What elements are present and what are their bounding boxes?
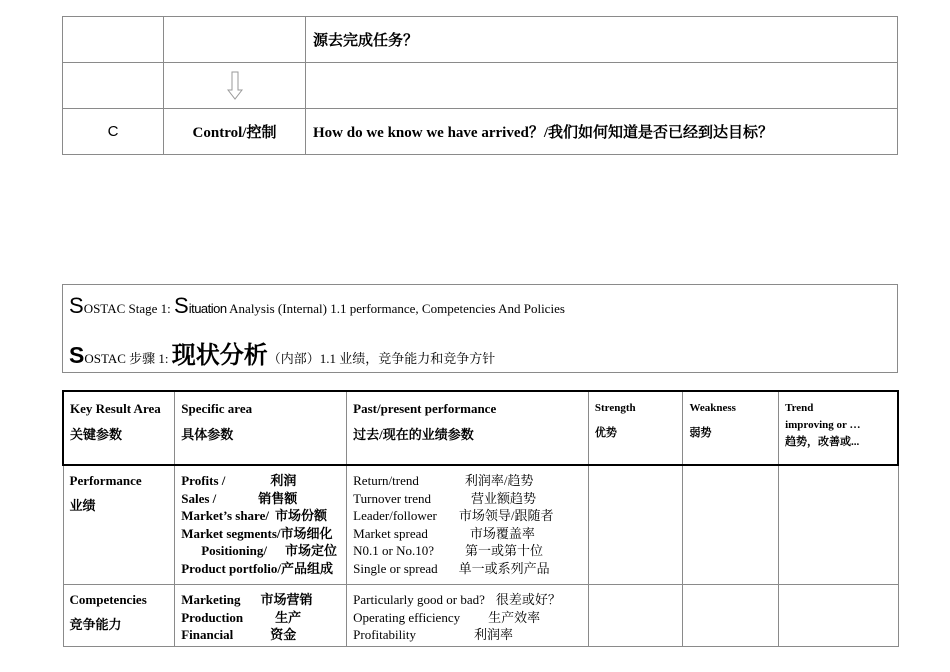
past-en: Leader/follower [353,508,437,523]
stage-cn-ostac: OSTAC 步骤 1: [84,351,172,366]
header-key-en: Key Result Area [70,401,161,416]
competencies-area-en: Competencies [69,592,147,607]
list-item [181,560,346,578]
stage-en-situation: ituation [188,301,227,316]
performance-trend-cell [779,465,898,585]
list-item [181,591,346,609]
header-trend-en: Trend [785,402,814,414]
stage-en-situation-s: S [174,293,189,318]
row2-question-cell [306,63,898,109]
list-item [181,472,346,490]
sostac-row-resources [63,17,898,63]
list-item [181,626,346,644]
past-en: Market spread [353,525,428,541]
competencies-specific-cell [175,585,347,647]
performance-weakness-cell [683,465,779,585]
specific-en: Profits / [181,473,226,488]
competencies-trend-cell [779,585,898,647]
header-specific-area [175,391,347,465]
competencies-area-cn: 竞争能力 [69,616,122,632]
specific-cn: 市场细化 [280,525,333,541]
stage-en-rest: Analysis (Internal) 1.1 performance, Competencies And Policies [226,301,565,316]
past-cn: 市场覆盖率 [469,525,535,541]
stage-title-cn [69,335,495,370]
specific-en: Market segments/ [181,525,281,541]
competencies-past-cell [347,585,589,647]
stage-en-ostac: OSTAC Stage 1: [83,301,175,316]
header-past-en: Past/present performance [353,401,497,416]
header-strength [588,391,683,465]
list-item [353,542,588,560]
list-item [353,507,588,525]
list-item [353,525,588,543]
list-item [353,560,588,578]
stage-title-en [69,293,565,319]
stage-cn-situation-analysis: 现状分析 [171,343,268,369]
specific-cn: 销售额 [258,490,298,506]
header-weakness [683,391,779,465]
performance-specific-cell [175,465,347,585]
header-specific-en: Specific area [181,401,253,416]
competencies-area-cell [63,585,175,647]
past-cn: 第一或第十位 [465,543,544,558]
list-item [181,525,346,543]
row1-question-cell: 源去完成任务？ [306,17,898,63]
stage-title-box [62,284,898,373]
header-strength-cn: 优势 [594,427,617,439]
sostac-row-arrow [63,63,898,109]
performance-area-cell [63,465,175,585]
performance-past-cell [347,465,589,585]
list-item [353,591,588,609]
specific-en: Product portfolio/ [181,560,282,576]
specific-cn: 产品组成 [281,560,334,576]
list-item [353,472,588,490]
specific-cn: 市场营销 [260,592,313,607]
header-key-cn: 关键参数 [70,426,123,442]
past-en: Return/trend [353,473,419,488]
header-trend-cn: 趋势，改善或... [785,436,860,448]
past-cn: 利润率/趋势 [464,473,534,488]
stage-cn-rest: （内部）1.1 业绩，竞争能力和竞争方针 [267,351,496,366]
row1-label-cell [164,17,306,63]
list-item [181,609,346,627]
specific-en: Production [181,609,244,625]
specific-cn: 市场定位 [284,543,337,558]
list-item [353,626,588,644]
performance-strength-cell [588,465,683,585]
past-cn: 利润率 [473,627,513,642]
control-letter: C [63,109,164,155]
specific-cn: 市场份额 [274,508,327,523]
specific-en: Sales / [181,490,217,506]
header-weakness-cn: 弱势 [689,427,712,439]
table-row-competencies [63,585,898,647]
header-past-cn: 过去/现在的业绩参数 [353,426,474,442]
performance-area-cn: 业绩 [69,497,96,513]
past-cn: 单一或系列产品 [458,560,550,576]
specific-cn: 利润 [270,473,297,488]
header-key-result-area [63,391,175,465]
past-en: Operating efficiency [353,609,461,625]
analysis-header-row [63,391,898,465]
row2-arrow-cell [164,63,306,109]
list-item [181,542,346,560]
performance-area-en: Performance [69,473,142,488]
past-en: Profitability [353,627,416,642]
stage-en-initial-s: S [69,293,84,318]
row2-letter-cell [63,63,164,109]
header-trend-en2: improving or … [785,419,861,431]
control-question: How do we know we have arrived？/我们如何知道是否已经到达目标？ [306,109,898,155]
past-en: Particularly good or bad? [353,592,485,607]
past-en: Turnover trend [353,490,432,506]
sostac-row-control [63,109,898,155]
past-cn: 市场领导/跟随者 [458,508,554,523]
header-specific-cn: 具体参数 [181,426,234,442]
past-cn: 很差或好？ [495,592,561,607]
analysis-table [62,390,899,647]
list-item [353,609,588,627]
specific-en: Positioning/ [201,543,267,558]
competencies-strength-cell [588,585,683,647]
past-en: N0.1 or No.10? [353,543,435,558]
list-item [353,490,588,508]
row1-letter-cell [63,17,164,63]
list-item [181,507,346,525]
competencies-weakness-cell [683,585,779,647]
specific-cn: 生产 [275,609,302,625]
list-item [181,490,346,508]
table-row-performance [63,465,898,585]
header-trend [779,391,898,465]
down-arrow-icon [227,71,243,101]
specific-cn: 资金 [270,627,297,642]
header-strength-en: Strength [594,402,636,414]
header-weakness-en: Weakness [689,402,736,414]
specific-en: Market’s share/ [181,508,269,523]
past-cn: 营业额趋势 [471,490,537,506]
past-cn: 生产效率 [488,609,541,625]
specific-en: Financial [181,627,234,642]
past-en: Single or spread [353,560,438,576]
control-label: Control/控制 [164,109,306,155]
header-past-performance [347,391,589,465]
sostac-table [62,16,898,155]
specific-en: Marketing [181,592,241,607]
stage-cn-initial-s: S [69,342,85,368]
